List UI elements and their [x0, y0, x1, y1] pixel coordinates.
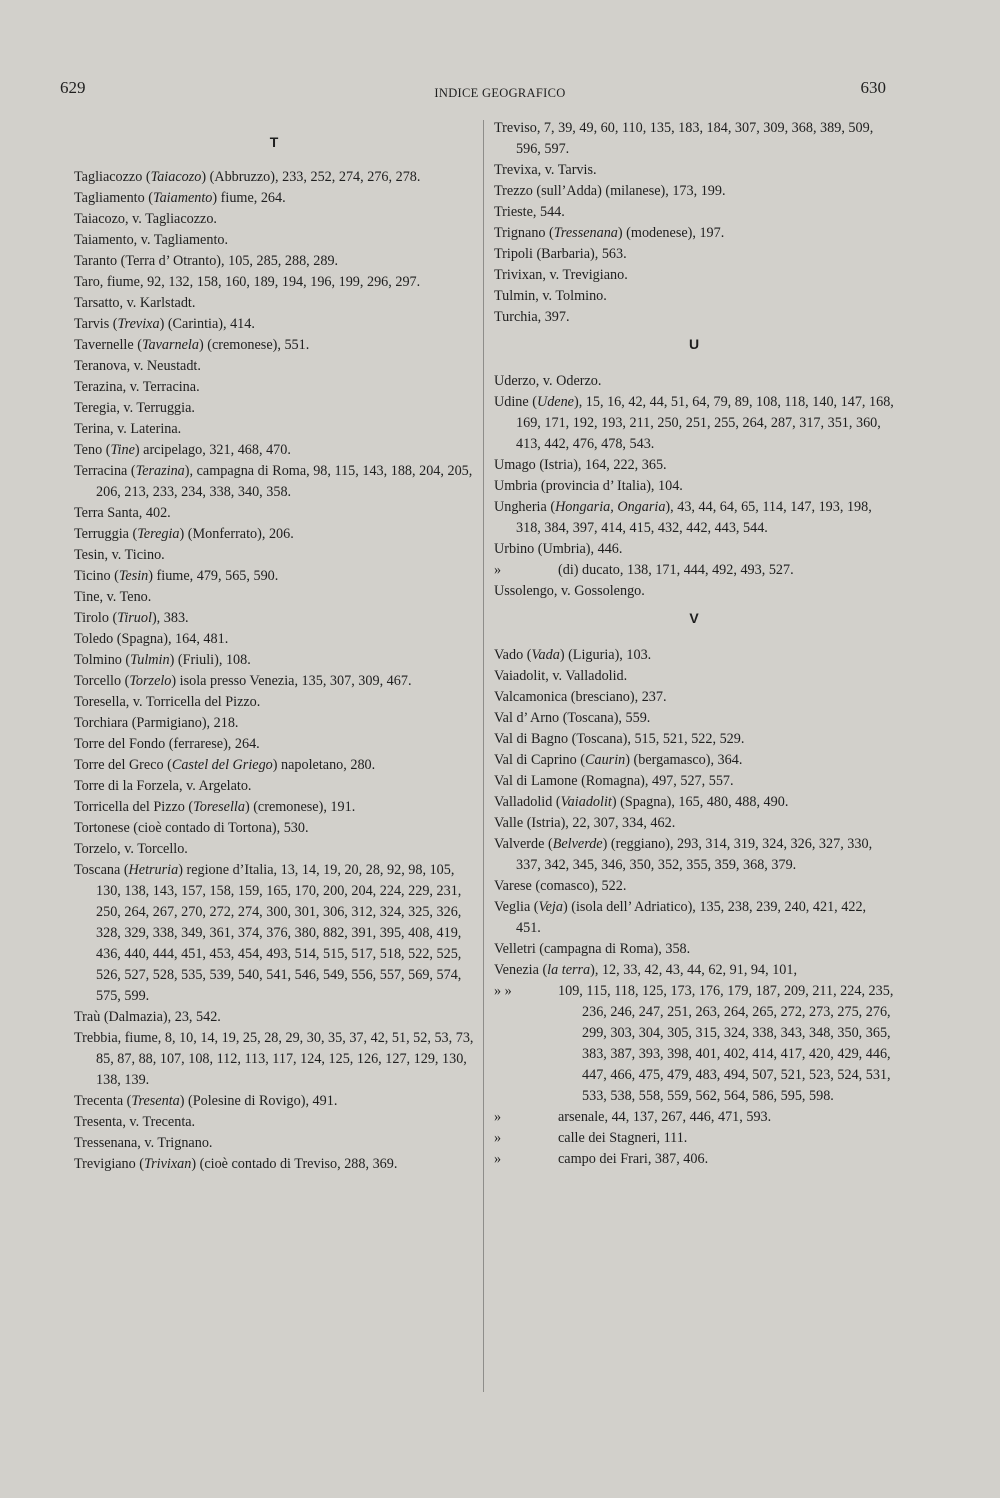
sub-entry-text: campo dei Frari, 387, 406. — [558, 1151, 709, 1167]
index-entry — [74, 608, 474, 629]
entry-variant-name: Udene — [536, 394, 574, 410]
sub-entry-text: (di) ducato, 138, 171, 444, 492, 493, 527. — [558, 562, 794, 578]
entry-variant-name: Trivixan — [144, 1156, 192, 1172]
index-entry — [74, 251, 474, 272]
entry-text: Traù (Dalmazia), 23, 542. — [74, 1009, 221, 1025]
entry-text: Trignano ( — [494, 225, 554, 241]
index-entry — [74, 335, 474, 356]
index-entry — [494, 687, 894, 708]
entry-variant-name: Caurin — [585, 752, 626, 768]
ditto-mark: » — [494, 562, 502, 578]
entry-text: Umago (Istria), 164, 222, 365. — [494, 457, 667, 473]
entry-text: ) fiume, 479, 565, 590. — [148, 568, 279, 584]
entry-text: Tavernelle ( — [74, 337, 142, 353]
index-entry — [74, 1028, 474, 1091]
left-column — [74, 118, 474, 1175]
ditto-mark: » — [494, 1130, 502, 1146]
index-entry — [74, 839, 474, 860]
sub-entry — [494, 1149, 894, 1170]
entry-text: ) (Spagna), 165, 480, 488, 490. — [611, 794, 789, 810]
entry-variant-name: Tine — [110, 442, 135, 458]
entry-list-u — [494, 371, 894, 560]
entry-text: Urbino (Umbria), 446. — [494, 541, 623, 557]
entry-variant-name: Castel del Griego — [171, 757, 273, 773]
entry-text: Toledo (Spagna), 164, 481. — [74, 631, 229, 647]
venezia-sub-list — [494, 981, 894, 1170]
entry-text: Ticino ( — [74, 568, 119, 584]
index-entry — [74, 566, 474, 587]
entry-text: Terracina ( — [74, 463, 136, 479]
index-entry — [74, 356, 474, 377]
entry-text: ) fiume, 264. — [212, 190, 286, 206]
entry-variant-name: Tulmin — [130, 652, 170, 668]
index-entry — [494, 181, 894, 202]
index-entry — [74, 1133, 474, 1154]
entry-text: Venezia ( — [494, 962, 548, 978]
index-entry — [74, 293, 474, 314]
index-entry — [494, 645, 894, 666]
entry-text: ), 383. — [151, 610, 189, 626]
section-letter-u: U — [688, 336, 700, 352]
index-entry — [74, 398, 474, 419]
entry-text: Torre del Fondo (ferrarese), 264. — [74, 736, 260, 752]
index-entry — [494, 307, 894, 328]
index-entry — [494, 455, 894, 476]
entry-variant-name: Hongaria, Ongaria — [555, 499, 666, 515]
entry-variant-name: Taiamento — [152, 190, 213, 206]
sub-entry-text: calle dei Stagneri, 111. — [558, 1130, 688, 1146]
entry-text: ), 43, 44, 64, 65, 114, 147, 193, 198, 318, 384, 397, 414, 415, 432, 442, 443, 544. — [516, 499, 872, 536]
index-entry — [74, 230, 474, 251]
entry-text: Valcamonica (bresciano), 237. — [494, 689, 667, 705]
entry-text: Toresella, v. Torricella del Pizzo. — [74, 694, 261, 710]
index-entry — [74, 1091, 474, 1112]
index-entry — [494, 834, 894, 876]
entry-text: ) (Abbruzzo), 233, 252, 274, 276, 278. — [201, 169, 421, 185]
entry-text: Tine, v. Teno. — [74, 589, 152, 605]
entry-text: Valladolid ( — [494, 794, 561, 810]
page-number-right: 630 — [860, 78, 886, 97]
entry-text: Tagliacozzo ( — [74, 169, 151, 185]
entry-variant-name: Vada — [531, 647, 560, 663]
entry-list-t — [74, 167, 474, 1175]
entry-text: Torre di la Forzela, v. Argelato. — [74, 778, 252, 794]
index-entry — [494, 392, 894, 455]
column-divider — [483, 120, 484, 1392]
entry-text: ) (Carintia), 414. — [159, 316, 255, 332]
index-entry — [74, 188, 474, 209]
entry-text: ) (reggiano), 293, 314, 319, 324, 326, 327, 330, 337, 342, 345, 346, 350, 352, 355, 359, 368, 379. — [516, 836, 873, 873]
index-entry — [74, 209, 474, 230]
entry-text: Trevixa, v. Tarvis. — [494, 162, 597, 178]
entry-text: Torzelo, v. Torcello. — [74, 841, 188, 857]
entry-text: ) (Polesine di Rovigo), 491. — [179, 1093, 338, 1109]
entry-text: Umbria (provincia d’ Italia), 104. — [494, 478, 683, 494]
entry-text: ) (isola dell’ Adriatico), 135, 238, 239, 240, 421, 422, 451. — [516, 899, 867, 936]
entry-text: Val d’ Arno (Toscana), 559. — [494, 710, 651, 726]
entry-text: Taranto (Terra d’ Otranto), 105, 285, 288, 289. — [74, 253, 339, 269]
entry-text: Veglia ( — [494, 899, 539, 915]
entry-text: ) (cremonese), 551. — [198, 337, 310, 353]
entry-text: ) (Monferrato), 206. — [179, 526, 294, 542]
entry-text: Terruggia ( — [74, 526, 138, 542]
entry-text: ) (modenese), 197. — [617, 225, 725, 241]
index-entry — [74, 734, 474, 755]
index-entry — [74, 860, 474, 1007]
index-entry — [494, 750, 894, 771]
entry-variant-name: Teregia — [137, 526, 180, 542]
sub-entry-text: arsenale, 44, 137, 267, 446, 471, 593. — [558, 1109, 772, 1125]
entry-variant-name: Hetruria — [128, 862, 179, 878]
entry-text: Tripoli (Barbaria), 563. — [494, 246, 627, 262]
entry-text: ) napoletano, 280. — [272, 757, 376, 773]
entry-variant-name: la terra — [547, 962, 591, 978]
entry-text: Val di Bagno (Toscana), 515, 521, 522, 529. — [494, 731, 745, 747]
index-entry — [494, 876, 894, 897]
ditto-mark: » — [494, 1109, 502, 1125]
index-entry — [494, 897, 894, 939]
index-entry — [74, 419, 474, 440]
entry-text: ) (Friuli), 108. — [169, 652, 251, 668]
index-entry — [74, 692, 474, 713]
index-entry — [74, 797, 474, 818]
entry-text: Tresenta, v. Trecenta. — [74, 1114, 196, 1130]
index-entry — [74, 545, 474, 566]
entry-text: Tirolo ( — [74, 610, 118, 626]
entry-text: ), 15, 16, 42, 44, 51, 64, 79, 89, 108, 118, 140, 147, 168, 169, 171, 192, 193, 211, 250, 251, 255, 264, 287, 317, 351, 360, 413, 442, 476, 478, 543. — [516, 394, 894, 452]
index-entry — [74, 503, 474, 524]
index-entry — [494, 286, 894, 307]
entry-list-u-continued — [494, 581, 894, 602]
section-letter-t: T — [269, 134, 279, 150]
entry-variant-name: Tesin — [118, 568, 149, 584]
index-entry — [74, 1154, 474, 1175]
index-entry — [74, 272, 474, 293]
entry-variant-name: Torzelo — [129, 673, 172, 689]
entry-text: Teregia, v. Terruggia. — [74, 400, 195, 416]
entry-text: Ungheria ( — [494, 499, 556, 515]
sub-entry — [494, 560, 894, 581]
index-entry — [74, 650, 474, 671]
entry-text: ) arcipelago, 321, 468, 470. — [134, 442, 291, 458]
index-entry — [74, 818, 474, 839]
entry-text: Torcello ( — [74, 673, 130, 689]
entry-text: Valverde ( — [494, 836, 553, 852]
entry-text: ) (cioè contado di Treviso, 288, 369. — [191, 1156, 398, 1172]
index-entry — [494, 813, 894, 834]
entry-variant-name: Tiruol — [117, 610, 152, 626]
index-entry — [494, 244, 894, 265]
index-entry — [494, 539, 894, 560]
index-entry — [494, 476, 894, 497]
sub-entry — [494, 1107, 894, 1128]
right-column — [494, 118, 894, 1170]
index-entry — [494, 497, 894, 539]
index-entry — [494, 223, 894, 244]
entry-text: ), 12, 33, 42, 43, 44, 62, 91, 94, 101, — [590, 962, 798, 978]
entry-text: Tagliamento ( — [74, 190, 153, 206]
entry-text: Terazina, v. Terracina. — [74, 379, 200, 395]
entry-text: Tarsatto, v. Karlstadt. — [74, 295, 196, 311]
entry-text: Vaiadolit, v. Valladolid. — [494, 668, 628, 684]
entry-text: Vado ( — [494, 647, 532, 663]
entry-variant-name: Tavarnela — [141, 337, 199, 353]
entry-text: Tarvis ( — [74, 316, 118, 332]
entry-variant-name: Terazina — [135, 463, 185, 479]
entry-text: ) isola presso Venezia, 135, 307, 309, 467. — [171, 673, 412, 689]
entry-text: Tressenana, v. Trignano. — [74, 1135, 213, 1151]
entry-text: Trevigiano ( — [74, 1156, 145, 1172]
entry-text: Uderzo, v. Oderzo. — [494, 373, 602, 389]
entry-text: Tortonese (cioè contado di Tortona), 530. — [74, 820, 309, 836]
entry-text: ), campagna di Roma, 98, 115, 143, 188, 204, 205, 206, 213, 233, 234, 338, 340, 358. — [96, 463, 473, 500]
entry-text: Toscana ( — [74, 862, 129, 878]
index-entry — [74, 1007, 474, 1028]
index-entry — [494, 708, 894, 729]
entry-text: Trieste, 544. — [494, 204, 565, 220]
entry-text: Torre del Greco ( — [74, 757, 172, 773]
entry-text: Tolmino ( — [74, 652, 131, 668]
entry-text: Tesin, v. Ticino. — [74, 547, 165, 563]
index-entry — [74, 440, 474, 461]
index-entry — [494, 960, 894, 981]
sub-entry — [494, 981, 894, 1107]
entry-text: Trebbia, fiume, 8, 10, 14, 19, 25, 28, 29, 30, 35, 37, 42, 51, 52, 53, 73, 85, 87, 88, 107, 108, 112, 113, 117, 124, 125, 126, 127, 129, 130, 138, 139. — [74, 1030, 474, 1088]
page-number-left: 629 — [60, 78, 86, 97]
index-entry — [74, 713, 474, 734]
index-entry — [74, 776, 474, 797]
entry-list-v — [494, 645, 894, 981]
entry-text: ) regione d’Italia, 13, 14, 19, 20, 28, 92, 98, 105, 130, 138, 143, 157, 158, 159, 165, 170, 200, 204, 224, 229, 231, 250, 264, 267, 270, 272, 274, 300, 301, 306, 312, 324, 325, 326, 328, 329, 338, 349, 361, 374, 376, 380, 882, 391, 395, 408, 419, 436, 440, 444, 451, 453, 454, 493, 514, 515, 517, 518, 522, 525, 526, 527, 528, 535, 539, 540, 541, 546, 549, 556, 557, 569, 574, 575, 599. — [96, 862, 462, 1004]
index-entry — [494, 160, 894, 181]
entry-variant-name: Tressenana — [553, 225, 618, 241]
entry-text: ) (cremonese), 191. — [244, 799, 356, 815]
entry-text: Trezzo (sull’Adda) (milanese), 173, 199. — [494, 183, 726, 199]
entry-text: Taiamento, v. Tagliamento. — [74, 232, 229, 248]
entry-text: Val di Lamone (Romagna), 497, 527, 557. — [494, 773, 734, 789]
entry-text: Velletri (campagna di Roma), 358. — [494, 941, 691, 957]
index-entry — [494, 371, 894, 392]
entry-text: Trecenta ( — [74, 1093, 132, 1109]
ditto-mark: » » — [494, 983, 512, 999]
index-entry — [74, 587, 474, 608]
entry-variant-name: Tresenta — [131, 1093, 180, 1109]
entry-text: Trivixan, v. Trevigiano. — [494, 267, 628, 283]
index-entry — [494, 666, 894, 687]
entry-variant-name: Toresella — [193, 799, 245, 815]
index-entry — [74, 671, 474, 692]
entry-text: Taiacozo, v. Tagliacozzo. — [74, 211, 217, 227]
entry-text: Torricella del Pizzo ( — [74, 799, 194, 815]
index-entry — [494, 729, 894, 750]
entry-text: Torchiara (Parmigiano), 218. — [74, 715, 239, 731]
entry-text: Turchia, 397. — [494, 309, 570, 325]
index-entry — [494, 581, 894, 602]
index-entry — [494, 939, 894, 960]
entry-text: Val di Caprino ( — [494, 752, 586, 768]
entry-variant-name: Trevixa — [117, 316, 160, 332]
page-title: INDICE GEOGRAFICO — [434, 86, 566, 100]
index-entry — [74, 167, 474, 188]
entry-text: ) (Liguria), 103. — [559, 647, 652, 663]
index-entry — [494, 202, 894, 223]
entry-text: Terina, v. Laterina. — [74, 421, 182, 437]
index-entry — [74, 377, 474, 398]
index-entry — [494, 792, 894, 813]
entry-text: Tulmin, v. Tolmino. — [494, 288, 607, 304]
entry-text: Treviso, 7, 39, 49, 60, 110, 135, 183, 184, 307, 309, 368, 389, 509, 596, 597. — [494, 120, 874, 157]
section-letter-v: V — [689, 610, 699, 626]
entry-variant-name: Veja — [538, 899, 563, 915]
index-entry — [74, 755, 474, 776]
index-entry — [74, 524, 474, 545]
entry-variant-name: Vaiadolit — [560, 794, 612, 810]
entry-text: Varese (comasco), 522. — [494, 878, 627, 894]
index-entry — [494, 771, 894, 792]
entry-text: Teranova, v. Neustadt. — [74, 358, 201, 374]
sub-entry — [494, 1128, 894, 1149]
entry-variant-name: Taiacozo — [150, 169, 202, 185]
sub-entry-text: 109, 115, 118, 125, 173, 176, 179, 187, 209, 211, 224, 235, 236, 246, 247, 251, 263, 264, 265, 272, 273, 275, 276, 299, 303, 304, 305, 315, 324, 338, 343, 348, 350, 365, 383, 387, 393, 398, 401, 402, 414, 417, 420, 429, 446, 447, 466, 475, 479, 483, 494, 507, 521, 523, 524, 531, 533, 538, 558, 559, 562, 564, 586, 595, 598. — [558, 983, 894, 1104]
entry-text: Udine ( — [494, 394, 537, 410]
ditto-mark: » — [494, 1151, 502, 1167]
entry-text: Taro, fiume, 92, 132, 158, 160, 189, 194, 196, 199, 296, 297. — [74, 274, 421, 290]
entry-text: Terra Santa, 402. — [74, 505, 171, 521]
index-entry — [74, 314, 474, 335]
entry-text: Ussolengo, v. Gossolengo. — [494, 583, 645, 599]
entry-text: Teno ( — [74, 442, 111, 458]
entry-text: ) (bergamasco), 364. — [625, 752, 743, 768]
index-entry — [74, 1112, 474, 1133]
index-entry — [494, 265, 894, 286]
entry-text: Valle (Istria), 22, 307, 334, 462. — [494, 815, 676, 831]
entry-variant-name: Belverde — [552, 836, 603, 852]
entry-list-t-continued — [494, 118, 894, 328]
index-entry — [74, 461, 474, 503]
index-entry — [74, 629, 474, 650]
index-entry — [494, 118, 894, 160]
